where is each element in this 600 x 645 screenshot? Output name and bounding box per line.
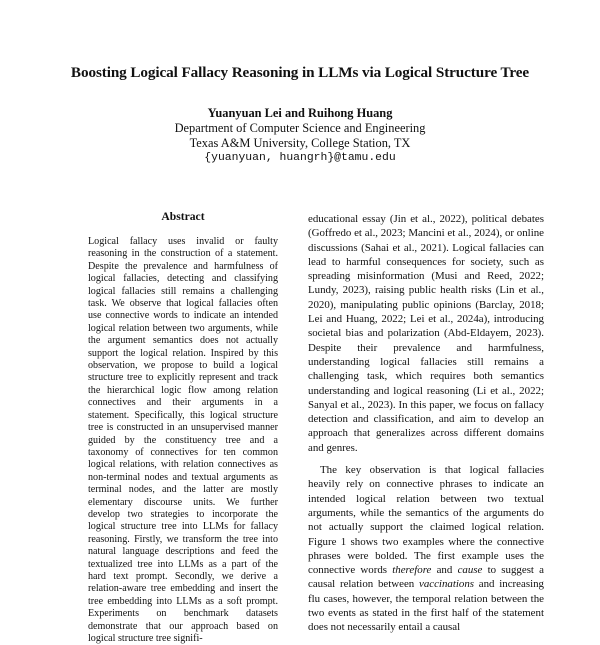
- intro-paragraph-2: [308, 463, 544, 635]
- abstract-heading: Abstract: [161, 210, 205, 223]
- intro-p2-text-b: to suggest a causal relation between: [308, 564, 545, 591]
- intro-p2-cause: cause: [457, 564, 483, 577]
- department: Department of Computer Science and Engineering: [174, 121, 426, 135]
- intro-p2-text-c: and increasing flu cases, however, the temporal relation between the two events as stated in the first half of the statement does not necessarily entail a causal: [308, 578, 544, 634]
- author-names: Yuanyuan Lei and Ruihong Huang: [207, 106, 393, 120]
- author-block: [0, 106, 600, 166]
- author-email: {yuanyuan, huangrh}@tamu.edu: [204, 152, 396, 164]
- abstract-body: Logical fallacy uses invalid or faulty reasoning in the construction of a statement. Despite the prevalence and harmfulness of logical fallacies, detecting and classifying logical fallacies still remains a challenging task. We observe that logical fallacies often use connective words to indicate an intended logical relation between two arguments, while the argument semantics does not actually support the logical relation. Inspired by this observation, we propose to build a logical structure tree to explicitly represent and track the hierarchical logic flow among relation connectives and their arguments in a statement. Specifically, this logical structure tree is constructed in an unsupervised manner guided by the constituency tree and a taxonomy of connectives for ten common logical relations, with relation connectives as non-terminal nodes and textual arguments as terminal nodes, and the latter are mostly elementary discourse units. We further develop two strategies to incorporate the logical structure tree into LLMs for fallacy reasoning. Firstly, we transform the tree into natural language descriptions and feed the textualized tree into LLMs as a part of the hard text prompt. Secondly, we derive a relation-aware tree embedding and insert the tree embedding into LLMs as a soft prompt. Experiments on benchmark datasets demonstrate that our approach based on logical structure tree signifi-: [88, 236, 278, 644]
- university: Texas A&M University, College Station, TX: [189, 136, 411, 150]
- intro-p2-vaccinations: vaccinations: [418, 578, 475, 591]
- intro-p2-and: and: [431, 564, 458, 577]
- intro-paragraph-1: educational essay (Jin et al., 2022), political debates (Goffredo et al., 2023; Mancini et al., 2024), or online discussions (Sahai et al., 2021). Logical fallacies can lead to harmful consequences for society, such as spreading misinformation (Musi and Reed, 2022; Lundy, 2023), raising public health risks (Lin et al., 2020), manipulating public opinions (Barclay, 2018; Lei and Huang, 2022; Lei et al., 2024a), introducing societal bias and polarization (Abd-Eldayem, 2023). Despite their prevalence and harmfulness, understanding logical fallacies still remains a challenging task, which requires both semantics understanding and logical reasoning (Li et al., 2022; Sanyal et al., 2023). In this paper, we focus on fallacy detection and classification, and aim to develop an approach that generalizes across different domains and genres.: [308, 213, 544, 454]
- paper-title: Boosting Logical Fallacy Reasoning in LLMs via Logical Structure Tree: [70, 64, 530, 81]
- intro-p2-text-a: The key observation is that logical fallacies heavily rely on connective phrases to indicate an intended logical relation between two textual arguments, while the semantics of the arguments do not actually support the claimed logical relation. Figure 1 shows two examples where the connective phrases were bolded. The first example uses the connective words: [308, 464, 544, 577]
- intro-p2-therefore: therefore: [392, 564, 432, 577]
- introduction-column: [308, 212, 544, 635]
